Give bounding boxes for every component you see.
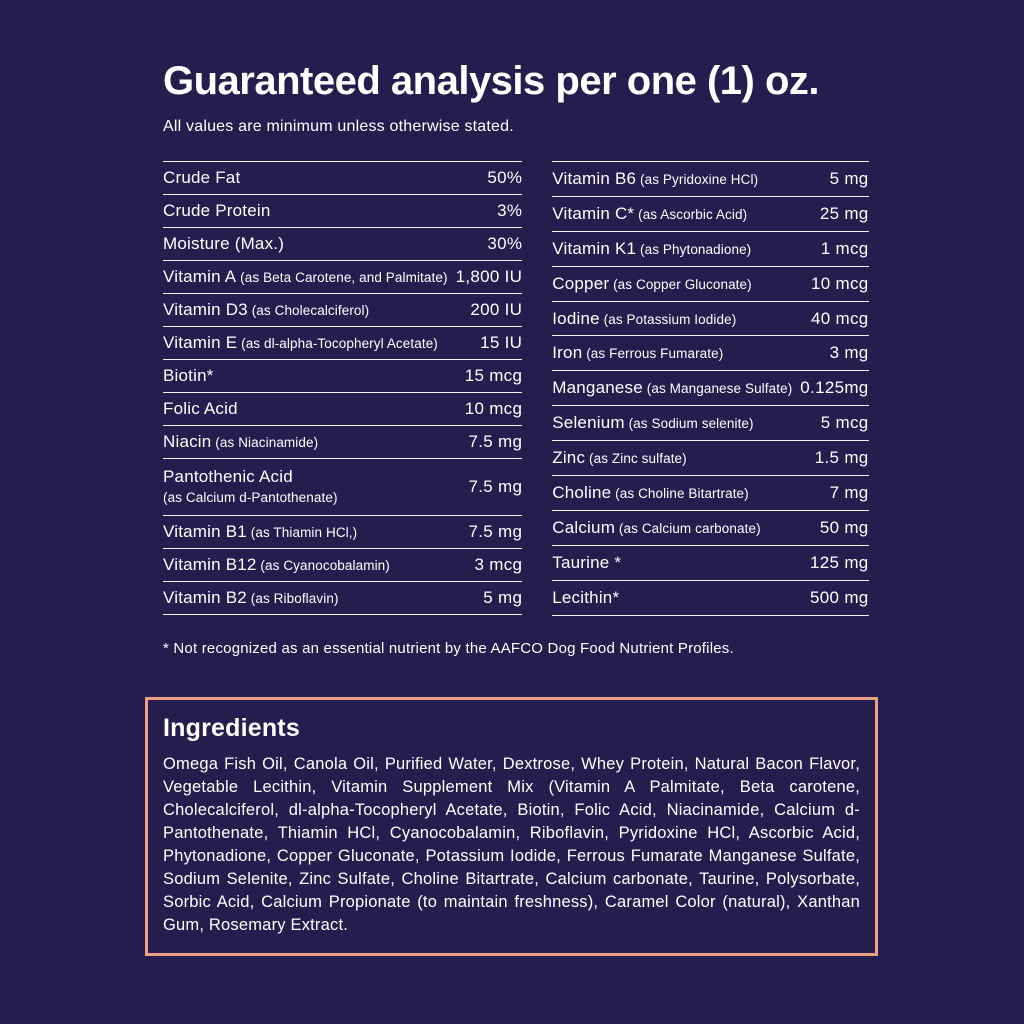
nutrient-source: (as Beta Carotene, and Palmitate): [236, 270, 448, 285]
nutrient-label: [552, 204, 747, 224]
analysis-section: [145, 60, 878, 657]
nutrient-value: 200 IU: [470, 300, 523, 319]
nutrient-source: (as Pyridoxine HCl): [636, 171, 759, 187]
nutrient-row: [552, 162, 868, 197]
ingredients-box: [145, 697, 878, 956]
nutrient-value: 1 mcg: [820, 238, 869, 258]
nutrient-name: Vitamin D3: [163, 300, 248, 319]
nutrient-name: Vitamin C*: [552, 203, 635, 223]
nutrient-value: 5 mg: [483, 588, 523, 607]
nutrient-value: 15 IU: [480, 333, 523, 352]
nutrient-name: Copper: [552, 273, 610, 293]
nutrient-row: [163, 426, 522, 459]
nutrient-value: 15 mcg: [464, 366, 523, 385]
nutrient-source: (as Riboflavin): [246, 591, 339, 606]
nutrient-source: (as Sodium selenite): [624, 416, 754, 432]
nutrient-label: [552, 588, 619, 608]
nutrient-name: Moisture (Max.): [163, 234, 285, 253]
nutrient-label: [552, 343, 723, 363]
nutrient-row: [163, 459, 522, 516]
nutrient-name: Iron: [552, 343, 583, 363]
nutrient-source: (as Calcium d-Pantothenate): [163, 490, 338, 506]
nutrient-value: 125 mg: [810, 552, 869, 572]
guaranteed-analysis-table: [163, 161, 869, 616]
nutrient-source: (as Manganese Sulfate): [642, 381, 793, 397]
nutrient-name: Vitamin A: [163, 267, 237, 286]
nutrient-value: 7.5 mg: [468, 522, 523, 541]
nutrient-name: Manganese: [552, 378, 643, 398]
nutrient-row: [552, 302, 868, 337]
nutrient-row: [552, 441, 868, 476]
nutrient-value: 40 mcg: [811, 308, 869, 328]
nutrient-name: Pantothenic Acid: [163, 467, 293, 487]
nutrient-row: [163, 549, 522, 582]
nutrient-row: [163, 228, 522, 261]
nutrient-name: Biotin*: [163, 366, 214, 385]
nutrient-name: Iodine: [552, 308, 600, 328]
nutrient-label: [163, 201, 271, 221]
nutrient-label: [552, 413, 753, 433]
nutrient-value: 0.125mg: [800, 378, 869, 398]
nutrient-row: [163, 195, 522, 228]
nutrient-label: [163, 168, 240, 188]
subtitle: All values are minimum unless otherwise stated.: [163, 118, 514, 135]
nutrient-source: (as Choline Bitartrate): [611, 485, 749, 501]
nutrient-label: [552, 169, 758, 189]
nutrient-row: [552, 267, 868, 302]
nutrient-name: Crude Protein: [163, 201, 271, 220]
nutrient-row: [552, 197, 868, 232]
nutrient-value: 3%: [497, 201, 523, 220]
nutrient-value: 7.5 mg: [468, 477, 523, 496]
nutrient-label: [163, 588, 339, 608]
nutrient-name: Zinc: [552, 448, 586, 468]
nutrient-name: Crude Fat: [163, 168, 241, 187]
nutrient-label: [552, 518, 760, 538]
nutrient-source: (as Ferrous Fumarate): [582, 346, 724, 362]
nutrient-source: (as Zinc sulfate): [585, 451, 687, 467]
nutrient-value: 1.5 mg: [814, 448, 869, 468]
nutrient-row: [552, 371, 868, 406]
nutrient-source: (as Ascorbic Acid): [634, 206, 748, 222]
nutrient-value: 50%: [487, 168, 523, 187]
nutrient-row: [552, 406, 868, 441]
nutrient-source: (as Potassium Iodide): [599, 311, 737, 327]
nutrient-label: [552, 553, 621, 573]
nutrient-value: 5 mcg: [820, 413, 869, 433]
ingredients-heading: Ingredients: [163, 713, 300, 742]
nutrient-row: [552, 336, 868, 371]
nutrient-name: Vitamin B12: [163, 555, 257, 574]
nutrient-name: Taurine *: [552, 552, 622, 572]
nutrient-name: Vitamin B2: [163, 588, 247, 607]
nutrient-row: [163, 327, 522, 360]
nutrient-label: [552, 378, 792, 398]
nutrient-source: (as Cyanocobalamin): [256, 558, 390, 573]
nutrient-row: [163, 582, 522, 615]
nutrient-row: [552, 581, 868, 616]
nutrient-label: [552, 448, 687, 468]
nutrient-value: 1,800 IU: [455, 267, 523, 286]
nutrient-value: 30%: [487, 234, 523, 253]
nutrient-row: [552, 511, 868, 546]
nutrient-source: (as Niacinamide): [211, 435, 319, 450]
nutrient-label: [552, 309, 736, 329]
nutrient-name: Vitamin B1: [163, 522, 247, 541]
nutrient-row: [163, 393, 522, 426]
nutrient-row: [163, 162, 522, 195]
nutrient-label: [163, 522, 357, 542]
aafco-footnote: * Not recognized as an essential nutrient by the AAFCO Dog Food Nutrient Profiles.: [163, 639, 734, 657]
nutrient-row: [163, 294, 522, 327]
nutrient-label: [163, 466, 338, 507]
analysis-column-right: [552, 161, 868, 616]
nutrient-name: Niacin: [163, 432, 212, 451]
nutrient-value: 10 mcg: [464, 399, 523, 418]
nutrient-value: 50 mg: [819, 517, 869, 537]
nutrient-label: [163, 333, 438, 353]
nutrient-source: (as Cholecalciferol): [247, 303, 370, 318]
nutrient-label: [163, 366, 214, 386]
nutrient-label: [163, 432, 318, 452]
nutrient-source: (as Thiamin HCl,): [246, 525, 358, 540]
nutrient-label: [552, 483, 749, 503]
nutrient-source: (as Phytonadione): [636, 241, 752, 257]
page-title: Guaranteed analysis per one (1) oz.: [163, 59, 820, 103]
nutrient-value: 7 mg: [829, 482, 869, 502]
nutrient-label: [163, 234, 284, 254]
nutrient-name: Vitamin K1: [552, 238, 637, 258]
nutrient-row: [552, 232, 868, 267]
nutrient-label: [163, 555, 390, 575]
nutrient-source: (as dl-alpha-Tocopheryl Acetate): [237, 336, 438, 351]
nutrient-name: Choline: [552, 482, 612, 502]
nutrient-label: [163, 399, 238, 419]
nutrient-label: [163, 267, 448, 287]
nutrient-label: [552, 239, 751, 259]
nutrient-row: [552, 476, 868, 511]
nutrient-name: Selenium: [552, 413, 625, 433]
nutrient-name: Vitamin E: [163, 333, 238, 352]
nutrient-value: 10 mcg: [811, 273, 869, 293]
nutrient-source: (as Copper Gluconate): [609, 276, 752, 292]
nutrient-row: [163, 360, 522, 393]
nutrient-row: [163, 516, 522, 549]
nutrient-value: 7.5 mg: [468, 432, 523, 451]
nutrient-row: [163, 261, 522, 294]
ingredients-list: Omega Fish Oil, Canola Oil, Purified Water, Dextrose, Whey Protein, Natural Bacon Flavor, Vegetable Lecithin, Vitamin Supplement Mix (Vitamin A Palmitate, Beta carotene, Cholecalciferol, dl-alpha-Tocopheryl Acetate, Biotin, Folic Acid, Niacinamide, Calcium d-Pantothenate, Thiamin HCl, Cyanocobalamin, Riboflavin, Pyridoxine HCl, Ascorbic Acid, Phytonadione, Copper Gluconate, Potassium Iodide, Ferrous Fumarate Manganese Sulfate, Sodium Selenite, Zinc Sulfate, Choline Bitartrate, Calcium carbonate, Taurine, Polysorbate, Sorbic Acid, Calcium Propionate (to maintain freshness), Caramel Color (natural), Xanthan Gum, Rosemary Extract.: [163, 754, 860, 934]
nutrient-label: [552, 274, 752, 294]
nutrient-label: [163, 300, 369, 320]
nutrient-source: (as Calcium carbonate): [615, 520, 761, 536]
nutrient-name: Lecithin*: [552, 587, 620, 607]
nutrient-name: Calcium: [552, 517, 616, 537]
nutrient-value: 3 mcg: [474, 555, 523, 574]
nutrient-value: 3 mg: [829, 343, 869, 363]
analysis-column-left: [163, 161, 522, 616]
nutrient-value: 500 mg: [810, 587, 869, 607]
nutrient-value: 5 mg: [829, 168, 869, 188]
nutrient-value: 25 mg: [819, 203, 869, 223]
nutrient-name: Vitamin B6: [552, 168, 637, 188]
nutrient-name: Folic Acid: [163, 399, 238, 418]
nutrient-row: [552, 546, 868, 581]
